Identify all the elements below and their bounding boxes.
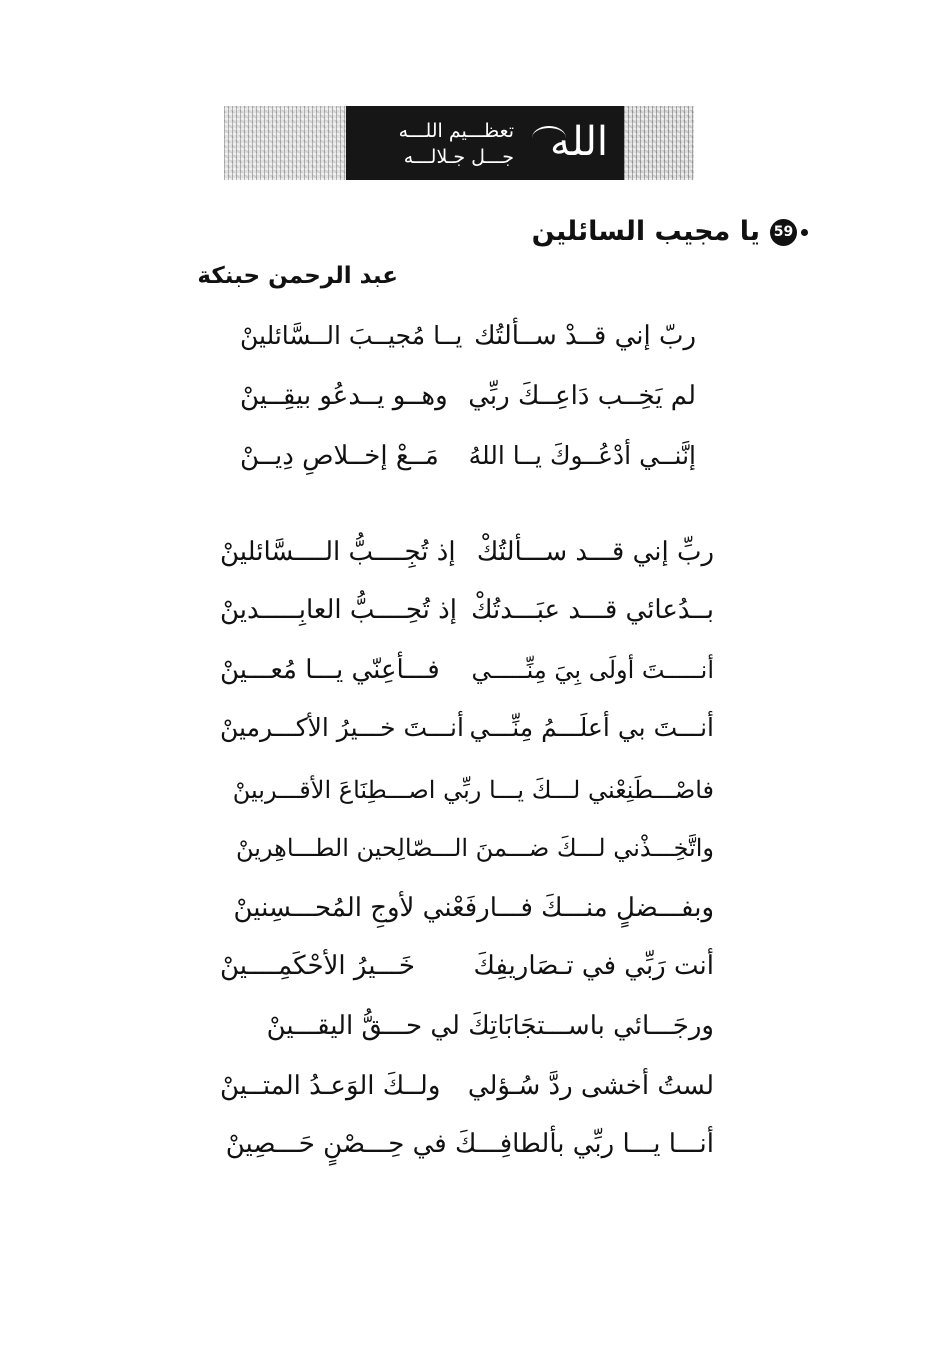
poem-verse	[220, 650, 714, 690]
verse-second-hemistich: إذ تُجِــــبُّ الــــسَّائلينْ	[220, 537, 456, 567]
emblem-text: الله	[550, 119, 608, 165]
poem-verse	[240, 436, 696, 476]
verse-first-hemistich: أنـــتَ بي أعلَـــمُ مِنِّـــي	[469, 713, 714, 742]
banner-title-panel	[346, 106, 624, 180]
header-banner	[224, 106, 694, 180]
banner-title-line1: تعظـــيم اللـــه	[398, 120, 514, 142]
bullet-dot-icon	[801, 229, 808, 236]
banner-texture-left	[224, 106, 346, 180]
verse-second-hemistich: أنـــتَ خـــيرُ الأكـــرمينْ	[220, 713, 464, 742]
poem-verse	[240, 316, 696, 356]
verse-line: واتَّخِـــذْني لـــكَ ضـــمنَ الـــصّالِحين الطـــاهِرينْ	[235, 834, 714, 862]
verse-second-hemistich: خَـــيرُ الأحْكَمِــــينْ	[220, 951, 415, 981]
poem-author: عبد الرحمن حبنكة	[197, 263, 398, 289]
verse-first-hemistich: لستُ أخشى ردَّ سُـؤلي	[467, 1071, 714, 1101]
verse-first-hemistich: أنت رَبِّي في تـصَاريفِكَ	[473, 951, 714, 981]
banner-title-line2: جـــل جـلالـــه	[403, 146, 514, 168]
verse-line: فاصْـــطَنِعْني لـــكَ يـــا ربِّي اصـــطِنَاعَ الأقـــربينْ	[232, 776, 714, 804]
verse-first-hemistich: ربِّ إني قـــد ســـألتُكْ	[476, 537, 714, 567]
verse-second-hemistich: إذ تُحِــــبُّ العابِـــــدينْ	[220, 595, 457, 625]
verse-second-hemistich: ولــكَ الوَعـدُ المتــينْ	[220, 1071, 441, 1101]
allah-calligraphy-emblem	[530, 112, 614, 174]
section-title: يا مجيب السائلين	[531, 216, 760, 247]
banner-titles	[399, 118, 514, 170]
verse-first-hemistich: لم يَخِــب دَاعِــكَ ربِّي	[468, 381, 696, 411]
poem-verse-full	[220, 770, 714, 810]
verse-first-hemistich: ربّ إني قــدْ ســألتُك	[474, 321, 696, 351]
verse-first-hemistich: إنَّنــي أدْعُــوكَ يــا اللهُ	[468, 441, 696, 470]
poem-verse-full	[220, 888, 714, 928]
poem-verse	[220, 708, 714, 748]
section-heading	[532, 212, 808, 252]
poem-verse-full	[220, 828, 714, 868]
verse-first-hemistich: بــدُعائي قـــد عبَـــدتُكْ	[471, 595, 714, 625]
banner-texture-right	[624, 106, 694, 180]
verse-first-hemistich: أنـــــتَ أولَى بِيَ مِنِّـــــي	[471, 656, 714, 684]
verse-line: ورجَـــائي باســـتجَابَاتِكَ لي حـــقُّ اليقـــينْ	[266, 1011, 714, 1041]
verse-second-hemistich: مَــعْ إخــلاصِ دِيــنْ	[240, 441, 439, 471]
verse-second-hemistich: فـــأعِنّي يـــا مُعـــينْ	[220, 655, 440, 685]
verse-second-hemistich: وهــو يــدعُو بيقِــينْ	[240, 381, 448, 411]
verse-line: أنـــا يـــا ربِّي بألطافِـــكَ في حِـــصْنٍ حَـــصِينْ	[225, 1129, 714, 1159]
poem-verse	[240, 376, 696, 416]
poem-verse	[220, 590, 714, 630]
verse-second-hemistich: يــا مُجيــبَ الــسَّائلينْ	[240, 321, 463, 350]
emblem-flourish	[532, 126, 566, 150]
poem-verse	[220, 1066, 714, 1106]
verse-line: وبفـــضلٍ منـــكَ فـــارفَعْني لأوجِ المُحـــسِنينْ	[233, 893, 714, 923]
poem-verse-full	[220, 1124, 714, 1164]
poem-verse	[220, 532, 714, 572]
section-number-badge: 59	[770, 219, 797, 246]
poem-verse-full	[220, 1006, 714, 1046]
poem-verse	[220, 946, 714, 986]
